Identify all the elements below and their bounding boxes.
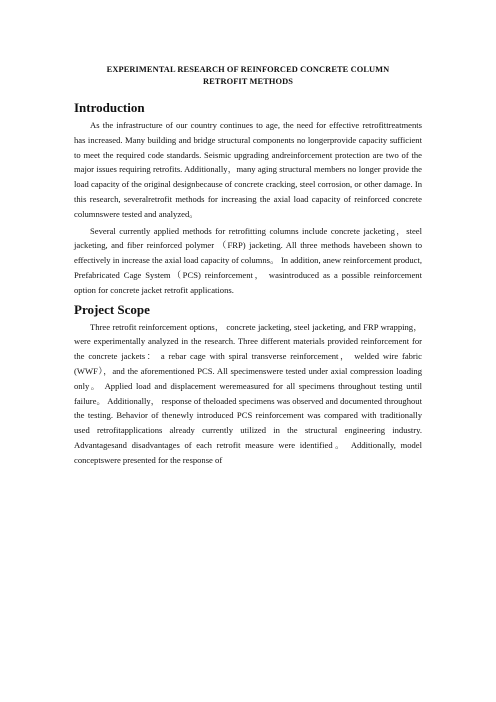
project-scope-paragraph-1: Three retrofit reinforcement options， concrete jacketing, steel jacketing, and FRP wrapping， were experimentally analyzed in the research. Three different materials provided reinforcement for the concrete jackets： a rebar cage with spiral transverse reinforcement， welded wire fabric (WWF），and the aforementioned PCS. All specimenswere tested under axial compression loading only。 Applied load and displacement weremeasured for all specimens throughout testing until failure。 Additionally， response of theloaded specimens was observed and documented throughout the testing. Behavior of thenewly introduced PCS reinforcement was compared with traditionally used retrofitapplications already currently utilized in the structural engineering industry. Advantagesand disadvantages of each retrofit measure were identified。 Additionally, model conceptswere presented for the response of (74, 321, 422, 465)
introduction-paragraph-1: As the infrastructure of our country continues to age, the need for effective retrofittreatments has increased. Many building and bridge structural components no longerprovide capacity sufficient to meet the required code standards. Seismic upgrading andreinforcement protection are two of the major issues requiring retrofits. Additionally，many aging structural members no longer provide the load capacity of the original designbecause of concrete cracking, steel corrosion, or other damage. In this research, severalretrofit methods for increasing the axial load capacity of reinforced concrete columnswere tested and analyzed。 (74, 120, 422, 219)
document-title-line-1: EXPERIMENTAL RESEARCH OF REINFORCED CONCRETE COLUMN (106, 65, 390, 74)
document-page (74, 64, 422, 468)
introduction-paragraph-2: Several currently applied methods for retrofitting columns include concrete jacketing，steel jacketing, and fiber reinforced polymer （FRP) jacketing. All three methods havebeen shown to effectively in increase the axial load capacity of columns。 In addition, anew reinforcement product, Prefabricated Cage System（PCS) reinforcement， wasintroduced as a possible reinforcement option for concrete jacket retrofit applications. (74, 225, 422, 295)
document-title (74, 64, 422, 88)
document-title-line-2: RETROFIT METHODS (202, 77, 294, 86)
section-heading-project-scope: Project Scope (74, 301, 150, 317)
section-heading-introduction: Introduction (74, 100, 145, 115)
